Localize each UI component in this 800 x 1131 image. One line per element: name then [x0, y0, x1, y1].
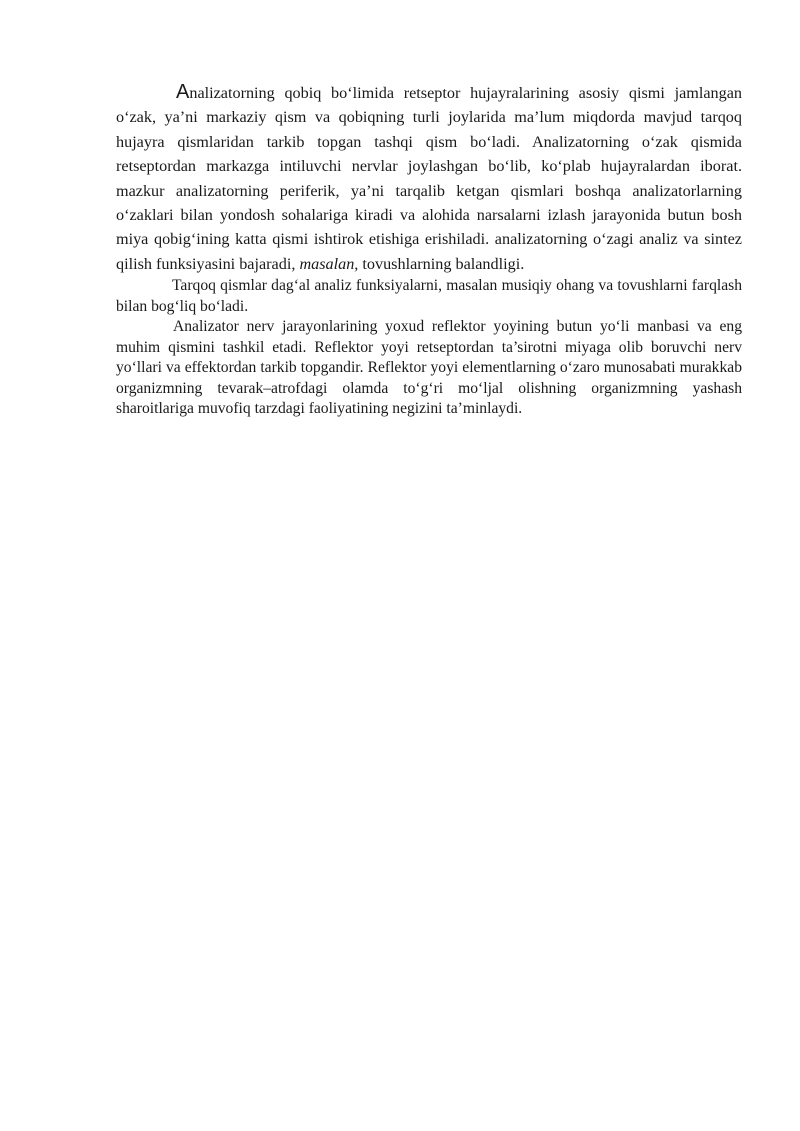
initial-letter: A	[176, 81, 190, 103]
paragraph-3: Analizator nerv jarayonlarining yoxud reflektor yoyining butun yo‘li manbasi va eng muhim qismini tashkil etadi. Reflektor yoyi retseptordan ta’sirotni miyaga olib boruvchi nerv yo‘llari va effektordan tarkib topgandir. Reflektor yoyi elementlarning o‘zaro munosabati murakkab organizmning tevarak–atrofdagi olamda to‘g‘ri mo‘ljal olishning organizmning yashash sharoitlariga muvofiq tarzdagi faoliyatining negizini ta’minlaydi.	[116, 318, 742, 418]
paragraph-1-text: nalizatorning qobiq bo‘limida retseptor hujayralarining asosiy qismi jamlangan o‘zak, ya’ni markaziy qism va qobiqning turli joylarida ma’lum miqdorda mavjud tarqoq hujayra qismlaridan tarkib topgan tashqi qism bo‘ladi. Analizatorning o‘zak qismida retseptordan markazga intiluvchi nervlar joylashgan bo‘lib, ko‘plab hujayralardan iborat. mazkur analizatorning periferik, ya’ni tarqalib ketgan qismlari boshqa analizatorlarning o‘zaklari bilan yondosh sohalariga kiradi va alohida narsalarni izlash jarayonida butun bosh miya qobig‘ining katta qismi ishtirok etishiga erishiladi. analizatorning o‘zagi analiz va sintez qilish funksiyasini bajaradi,	[116, 84, 742, 273]
paragraph-2: Tarqoq qismlar dag‘al analiz funksiyalarni, masalan musiqiy ohang va tovushlarni farqlash bilan bog‘liq bo‘ladi.	[116, 277, 742, 315]
paragraph-1-italic: masalan,	[299, 254, 359, 273]
document-page	[116, 80, 742, 420]
paragraph-1-end: tovushlarning balandligi.	[358, 254, 525, 273]
paragraph-1	[116, 80, 742, 276]
